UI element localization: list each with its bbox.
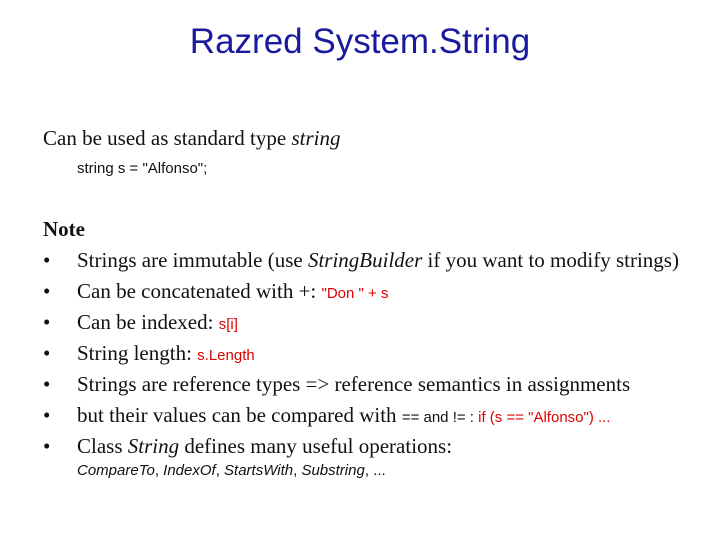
bullet-code: "Don " + s bbox=[321, 285, 389, 302]
bullet-code: s[i] bbox=[218, 316, 238, 333]
bullet-text bbox=[77, 403, 611, 428]
bullet-code: if (s == "Alfonso") ... bbox=[478, 409, 611, 426]
intro-text: Can be used as standard type bbox=[43, 126, 292, 150]
bullet-marker: • bbox=[43, 403, 51, 427]
list-item bbox=[0, 248, 720, 278]
slide-title: Razred System.String bbox=[189, 22, 531, 61]
bullet-marker: • bbox=[43, 279, 51, 303]
bullet-text-part: but their values can be compared with bbox=[77, 403, 402, 427]
list-item bbox=[0, 279, 720, 309]
bullet-marker: • bbox=[43, 434, 51, 458]
bullet-marker: • bbox=[43, 341, 51, 365]
list-item bbox=[0, 310, 720, 340]
bullet-marker: • bbox=[43, 310, 51, 334]
bullet-text-part: if you want to modify strings) bbox=[422, 248, 679, 272]
separator: , bbox=[154, 462, 164, 479]
bullet-operators: == and != : bbox=[401, 409, 479, 426]
intro-type-name: string bbox=[291, 126, 341, 150]
bullet-code: s.Length bbox=[197, 347, 255, 364]
bullet-text-part: Can be concatenated with +: bbox=[77, 279, 322, 303]
list-item bbox=[0, 403, 720, 433]
separator: , bbox=[215, 462, 225, 479]
operation-name: Substring bbox=[301, 462, 365, 479]
bullet-italic: String bbox=[127, 434, 180, 458]
bullet-text-part: defines many useful operations: bbox=[179, 434, 453, 458]
bullet-marker: • bbox=[43, 372, 51, 396]
bullet-marker: • bbox=[43, 248, 51, 272]
bullet-text bbox=[77, 372, 630, 397]
operation-name: IndexOf bbox=[163, 462, 216, 479]
list-item bbox=[0, 372, 720, 402]
bullet-text bbox=[77, 341, 255, 366]
bullet-text-part: String length: bbox=[77, 341, 198, 365]
list-item bbox=[0, 434, 720, 464]
intro-code-example: string s = "Alfonso"; bbox=[77, 160, 208, 177]
bullet-text-part: Strings are reference types => reference semantics in assignments bbox=[77, 372, 631, 396]
bullet-text bbox=[77, 434, 452, 459]
intro-line bbox=[43, 126, 340, 151]
bullet-text bbox=[77, 248, 679, 273]
bullet-italic: StringBuilder bbox=[307, 248, 423, 272]
bullet-text-part: Strings are immutable (use bbox=[77, 248, 308, 272]
operation-name: StartsWith bbox=[224, 462, 294, 479]
bullet-text-part: Class bbox=[77, 434, 128, 458]
bullet-text-part: Can be indexed: bbox=[77, 310, 219, 334]
bullet-text bbox=[77, 279, 388, 304]
operations-list bbox=[77, 462, 386, 479]
bullet-text bbox=[77, 310, 238, 335]
list-item bbox=[0, 341, 720, 371]
operation-name: CompareTo bbox=[77, 462, 155, 479]
separator: , bbox=[293, 462, 302, 479]
note-heading: Note bbox=[43, 217, 85, 241]
ellipsis: , ... bbox=[364, 462, 386, 479]
